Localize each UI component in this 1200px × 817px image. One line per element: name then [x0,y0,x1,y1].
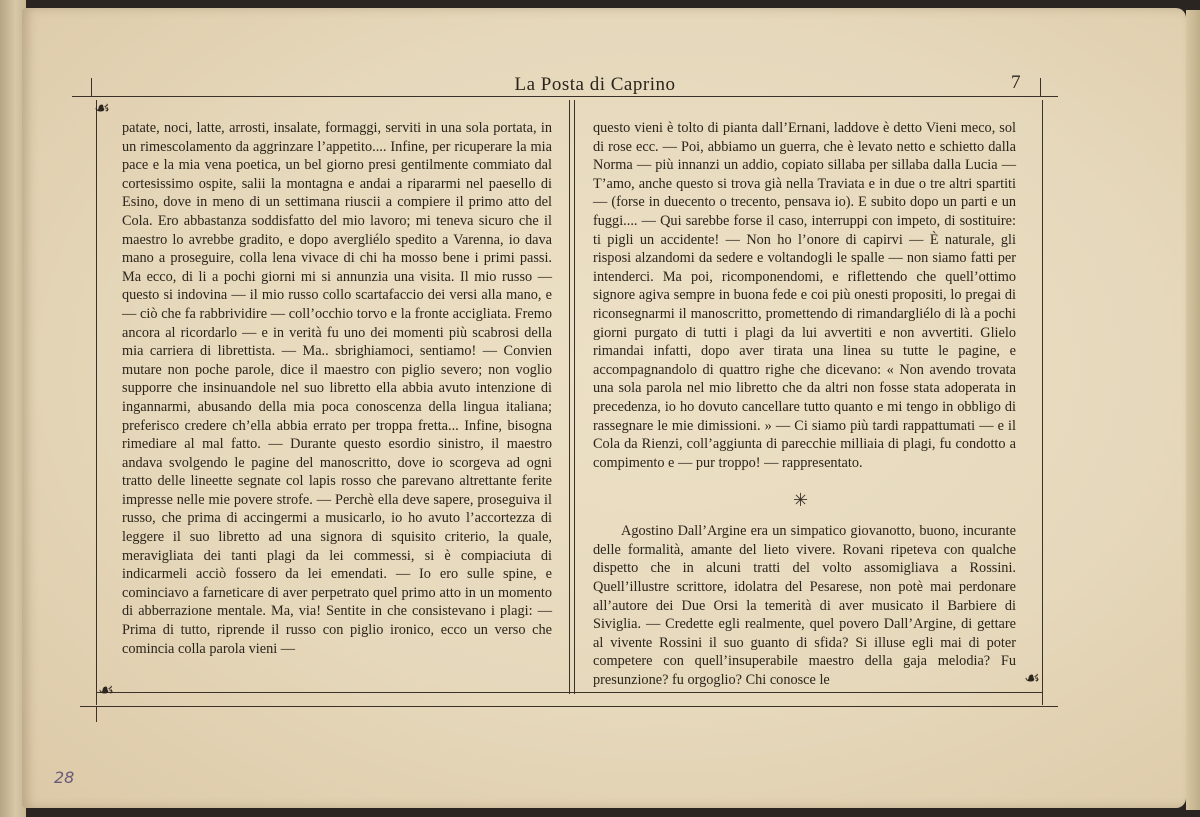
column-divider-left [569,100,570,694]
header-tick-right [1040,78,1041,96]
header-rule [72,96,1058,97]
handwritten-margin-number: 28 [54,768,75,787]
corner-ornament-bottom-right: ☙ [1024,668,1041,688]
corner-ornament-top-left: ☙ [94,98,111,118]
section-break-asterism: ✳ [793,490,809,510]
page-edges-right [1186,10,1200,810]
frame-left-rule [96,100,97,705]
corner-ornament-bottom-left: ☙ [98,680,115,700]
footer-rule-top [96,692,1042,693]
column-divider-right [574,100,575,694]
frame-right-rule [1042,100,1043,705]
left-text-column [122,119,552,658]
right-column-paragraph-1: questo vieni è tolto di pianta dall’Ernani, laddove è detto Vieni meco, sol di rose ecc. — Poi, abbiamo un guerra, che è levato netto e schietto dalla Norma — più innanzi un addio, copiato sillaba per sillaba dalla Lucia — T’amo, anche questo si trova già nella Traviata e in due o tre altri spartiti — (forse in duecento o trecento, pensava io). E subito dopo un parti e un fuggi.... — Qui sarebbe forse il caso, interruppi con impeto, di sostituire: ti pigli un accidente! — Non ho l’onore di capirvi — È naturale, gli risposi alzandomi da sedere e voltandogli le spalle — non siamo fatti per intenderci. Ma poi, ricomponendomi, e riflettendo che quell’ottimo signore agiva sempre in buona fede e coi più onesti propositi, lo pregai di riconsegnarmi il manoscritto, promettendo di rimandargliélo di là a pochi giorni purgato di tutti i plagi da lui avvertiti e non avvertiti. Glielo rimandai infatti, dopo aver tirata una linea su tutte le pagine, e accompagnandolo di quattro righe che dicevano: « Non avendo trovata una sola parola nel mio libretto che da altri non fosse stata adoperata in precedenza, io ho dovuto cancellare tutto quanto e mi tengo in obbligo di rassegnare le mie dimissioni. » — Ci siamo più tardi rappattumati — e il Cola da Rienzi, coll’aggiunta di parecchie milliaia di plagi, fu condotto a compimento e — pur troppo! — rappresentato. [593,120,1016,471]
left-column-paragraph: patate, noci, latte, arrosti, insalate, formaggi, serviti in una sola portata, in un rimescolamento da aggrinzare l’appetito.... Infine, per ricuperare la mia pace e la mia vena poetica, un bel giorno presi gentilmente commiato dal cortesissimo ospite, salii la montagna e andai a ripararmi nel paesello di Esino, dove in meno di un settimana riuscii a compiere il primo atto del Cola. Ero abbastanza soddisfatto del mio lavoro; mi teneva sicuro che il maestro lo avrebbe gradito, e dopo avergliélo spedito a Varenna, io dava mano a proseguire, colla lena vivace di chi ha mosso bene i primi passi. Ma ecco, di li a pochi giorni mi si annunzia una visita. Il mio russo — questo si indovina — il mio russo collo scartafaccio dei versi alla mano, e — ciò che fa rabbrividire — coll’occhio torvo e la fronte accigliata. Fremo ancora al ricordarlo — e in verità fu uno dei momenti più scabrosi della mia carriera di librettista. — Ma.. sbrighiamoci, sentiamo! — Convien mutare non poche parole, dice il maestro con piglio severo; non voglio supporre che insinuandole nel suo libretto ella abbia avuto intenzione di ingannarmi, abusando della mia poca conoscenza della lingua italiana; preferisco credere ch’ella abbia errato per troppa fretta... Infine, bisogna rimediare al mal fatto. — Durante questo esordio sinistro, il maestro andava svolgendo le pagine del manoscritto, dove io scorgeva ad ogni tratto delle lineette segnate col lapis rosso che parevano altrettante ferite impresse nelle mie povere strofe. — Perchè ella deve sapere, proseguiva il russo, che prima di accingermi a musicarlo, io ho avuto l’accortezza di leggere il suo libretto ad una signora di squisito criterio, la quale, meravigliata dei tanti plagi da lei commessi, si è compiaciuta di indicarmeli acciò fossero da lei emendati. — Io ero sulle spine, e cominciavo a farneticare di aver perpetrato quel primo atto in un momento di abberrazione mentale. Ma, via! Sentite in che consistevano i plagi: — Prima di tutto, riprende il russo con piglio ironico, ecco un verso che comincia colla parola vieni — [122,120,552,657]
page-number: 7 [1011,72,1021,93]
running-header-title: La Posta di Caprino [514,74,676,95]
right-text-column [593,119,1016,690]
header-tick-left [91,78,92,96]
footer-tick-left [96,706,97,722]
footer-rule [80,706,1058,707]
right-column-paragraph-2: Agostino Dall’Argine era un simpatico giovanotto, buono, incurante delle formalità, amante del lieto vivere. Rovani ripeteva con qualche dispetto che in alcuni tratti del volto assomigliava a Rossini. Quell’illustre scrittore, idolatra del Pesarese, non potè mai perdonare all’autore dei Due Orsi la temerità di aver musicato il Barbiere di Siviglia. — Credette egli realmente, quel povero Dall’Argine, di gettare al vivente Rossini il suo guanto di sfida? Si illuse egli mai di poter competere con quell’insuperabile maestro della gaja melodia? Fu presunzione? fu orgoglio? Chi conosce le [593,523,1016,689]
